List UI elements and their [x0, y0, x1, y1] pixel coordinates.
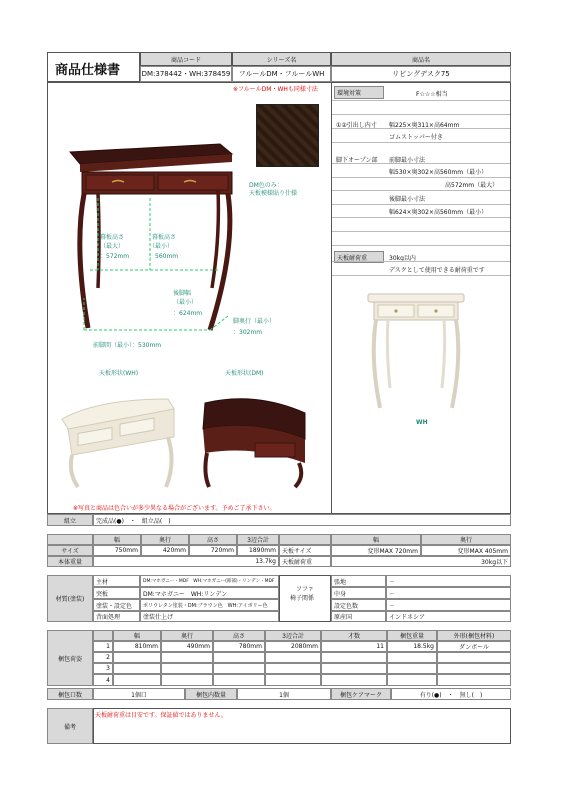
packing-h-d: 奥行: [161, 630, 213, 641]
packing-w: [113, 663, 161, 674]
back-leg-label-3: ：624mm: [173, 310, 203, 317]
top-size-corner: [279, 534, 331, 545]
packing-h-material: 外形(梱包材料): [437, 630, 511, 641]
packing-d: [161, 652, 213, 663]
spec-line: [332, 163, 510, 164]
front-leg-label: 前脚間（最小）：530mm: [93, 342, 162, 349]
packing-material: ダンボール: [437, 641, 511, 652]
back-leg-label-1: 後脚幅: [173, 290, 192, 297]
env-value: F☆☆☆相当: [416, 91, 448, 98]
packing-material: [437, 652, 511, 663]
top-size-h-w: 幅: [331, 534, 421, 545]
dm-note-1: DM色のみ：: [249, 182, 283, 189]
packing-sum: [265, 674, 321, 686]
dm-top-texture: [256, 104, 319, 167]
size-h: 720mm: [189, 545, 237, 556]
assembly-value: 完成品(●) ・ 組立品( ): [93, 514, 511, 526]
packing-d: [161, 674, 213, 686]
weight-value: 13.7kg: [93, 556, 279, 567]
top-size-w: 変形MAX 720mm: [331, 545, 421, 556]
drawer-note: ゴムストッパー付き: [389, 134, 443, 141]
packing-h-sum: 3辺合計: [265, 630, 321, 641]
dm-top-shape-image: [195, 393, 315, 489]
paint-value: ポリウレタン塗装・DM:ブラウン色 WH:アイボリー色: [140, 599, 279, 611]
product-code: DM:378442・WH:378459: [140, 66, 232, 82]
leg-back-min: 後脚最小寸法: [389, 196, 426, 203]
packing-h-weight: 梱包重量: [387, 630, 437, 641]
leg-depth-label-2: ：302mm: [233, 329, 263, 336]
origin-label: 原産国: [331, 611, 386, 622]
back-leg-label-2: （最小）: [173, 299, 198, 306]
size-label: サイズ: [47, 545, 93, 556]
packing-material: [437, 663, 511, 674]
packing-weight: [387, 652, 437, 663]
spec-line: [332, 261, 510, 262]
assembly-label: 組立: [47, 514, 93, 526]
leg-depth-label-1: 脚奥行（最小）: [233, 318, 276, 325]
packing-h-w: 幅: [113, 630, 161, 641]
packing-d: [161, 663, 213, 674]
load-label: 天板耐荷重: [334, 251, 384, 263]
top-load-value: 30kg以下: [331, 556, 511, 567]
top-load-label: 天板耐荷重: [279, 556, 331, 567]
leg-front-dims: 幅530×奥302×高560mm（最小）: [389, 169, 488, 176]
spec-line: [332, 204, 510, 205]
origin-value: インドネシア: [386, 611, 511, 622]
back-label: 背面処理: [93, 611, 140, 622]
packing-weight: 18.5kg: [387, 641, 437, 652]
packing-label: 梱包荷姿: [47, 630, 93, 686]
packing-w: 810mm: [113, 641, 161, 652]
col-series-header: シリーズ名: [232, 52, 331, 66]
packing-sai: [321, 663, 387, 674]
spec-line: [332, 114, 510, 115]
packing-weight: [387, 674, 437, 686]
spec-line: [332, 217, 510, 218]
divider-vertical: [331, 82, 332, 514]
packing-sai: [321, 674, 387, 686]
spec-line: [332, 275, 510, 276]
size-h-h: 高さ: [189, 534, 237, 545]
packing-no: 1: [93, 641, 113, 652]
packing-h-h: 高さ: [213, 630, 265, 641]
size-h-sum: 3辺合計: [237, 534, 279, 545]
size-d: 420mm: [141, 545, 189, 556]
packing-no: 3: [93, 663, 113, 674]
size-h-w: 幅: [93, 534, 141, 545]
seat-color-value: －: [386, 599, 511, 611]
apron-min-label-3: ：560mm: [149, 253, 179, 260]
dm-desk-diagram: [60, 138, 240, 338]
packing-sai: [321, 652, 387, 663]
spec-line: [332, 100, 510, 101]
main-material-value: DM:マホガニー・MDF WH:マホガニー(節部)・リンデン・MDF: [140, 575, 279, 587]
top-shape-wh-label: 天板形状(WH): [99, 370, 139, 377]
packing-material: [437, 674, 511, 686]
packing-d: 490mm: [161, 641, 213, 652]
photo-note: ※写真と商品は色合いが多少異なる場合がございます。予めご了承下さい。: [73, 505, 276, 512]
box-count-label: 梱包口数: [47, 688, 93, 700]
wh-caption: WH: [416, 419, 428, 426]
spec-line: [332, 128, 510, 129]
apron-max-label-2: （最大）: [100, 243, 125, 250]
spec-line: [332, 142, 510, 143]
filling-value: －: [386, 587, 511, 599]
packing-sum: 2080mm: [265, 641, 321, 652]
top-size-label: 天板サイズ: [279, 545, 331, 556]
remarks-text: 天板耐荷重は目安です。保証値ではありません。: [95, 712, 227, 719]
product-name: リビングデスク75: [331, 66, 511, 82]
remarks-label: 備考: [47, 708, 93, 744]
col-code-header: 商品コード: [140, 52, 232, 66]
back-value: 塗装仕上げ: [140, 611, 279, 622]
wh-desk-image: [360, 288, 470, 413]
top-shape-dm-label: 天板形状(DM): [225, 370, 264, 377]
page-title: 商品仕様書: [55, 63, 121, 78]
same-size-note: ※フルールDM・WHも同様寸法: [233, 86, 318, 93]
spec-line: [332, 245, 510, 246]
load-note: デスクとして使用できる耐荷重です: [389, 267, 485, 274]
leg-label: 脚下オープン部: [336, 157, 378, 164]
packing-no: 2: [93, 652, 113, 663]
spec-line: [332, 177, 510, 178]
inner-count-label: 梱包内数量: [185, 688, 237, 700]
load-value: 30kg以内: [389, 255, 416, 262]
care-mark-value: 有り(●) ・ 無し( ): [391, 688, 511, 700]
spec-line: [332, 231, 510, 232]
leg-back-dims: 幅624×奥302×高560mm（最小）: [389, 209, 488, 216]
size-w: 750mm: [93, 545, 141, 556]
upholstery-label: 張地: [331, 575, 386, 587]
top-size-h-d: 奥行: [421, 534, 511, 545]
sofa-label-2: 椅子関係: [290, 595, 315, 602]
veneer-label: 突板: [93, 587, 140, 599]
packing-w: [113, 674, 161, 686]
packing-sum: [265, 663, 321, 674]
packing-no: 4: [93, 674, 113, 686]
size-corner: [47, 534, 93, 545]
series-name: フルールDM・フルールWH: [232, 66, 331, 82]
main-material-label: 主材: [93, 575, 140, 587]
wh-top-shape-image: [58, 393, 178, 489]
packing-h: 780mm: [213, 641, 265, 652]
filling-label: 中身: [331, 587, 386, 599]
packing-h-sai: 才数: [321, 630, 387, 641]
apron-min-label-1: 幕板高さ: [152, 234, 177, 241]
veneer-value: DM:マホガニー WH:リンデン: [140, 587, 279, 599]
packing-h: [213, 674, 265, 686]
env-label: 環境対策: [334, 86, 384, 99]
col-name-header: 商品名: [331, 52, 511, 66]
size-sum: 1890mm: [237, 545, 279, 556]
size-h-d: 奥行: [141, 534, 189, 545]
apron-min-label-2: （最小）: [149, 243, 174, 250]
packing-h: [213, 663, 265, 674]
paint-label: 塗装・設定色: [93, 599, 140, 611]
leg-front-max: 高572mm（最大）: [445, 182, 499, 189]
care-mark-label: 梱包ケアマーク: [331, 688, 391, 700]
weight-label: 本体重量: [47, 556, 93, 567]
sofa-label-1: ソファ: [296, 586, 314, 593]
seat-color-label: 設定色数: [331, 599, 386, 611]
packing-weight: [387, 663, 437, 674]
spec-line: [332, 190, 510, 191]
top-size-d: 変形MAX 405mm: [421, 545, 511, 556]
drawer-value: 幅225×奥311×高64mm: [389, 122, 460, 129]
apron-max-label-3: ：572mm: [100, 253, 130, 260]
packing-sai: 11: [321, 641, 387, 652]
packing-w: [113, 652, 161, 663]
material-label: 材質(塗装): [47, 575, 93, 622]
packing-h: [213, 652, 265, 663]
upholstery-value: －: [386, 575, 511, 587]
apron-max-label-1: 幕板高さ: [100, 234, 125, 241]
drawer-label: ①②引出し内寸: [336, 122, 377, 129]
inner-count-value: 1個: [237, 688, 331, 700]
box-count-value: 1個口: [93, 688, 185, 700]
packing-sum: [265, 652, 321, 663]
packing-corner: [93, 630, 113, 641]
dm-note-2: 天板模様貼り仕様: [249, 190, 298, 197]
leg-front-min: 前脚最小寸法: [389, 157, 426, 164]
